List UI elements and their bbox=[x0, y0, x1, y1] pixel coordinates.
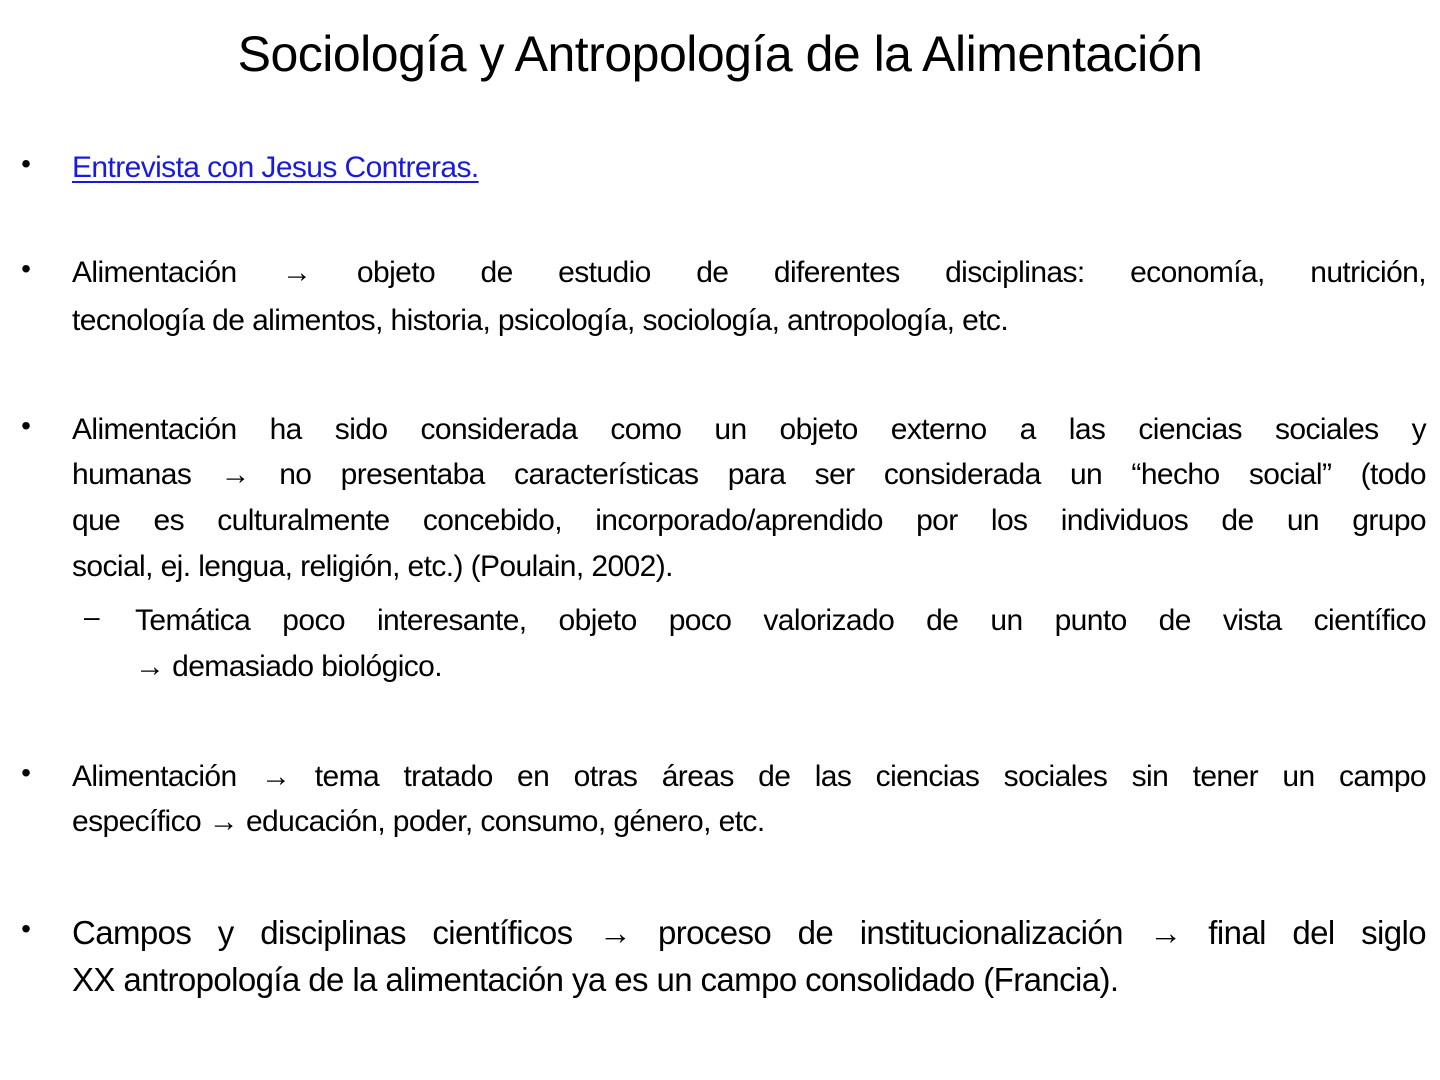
list-item-line: tecnología de alimentos, historia, psicología, sociología, antropología, etc. bbox=[72, 304, 1009, 337]
list-item-line: Alimentación → objeto de estudio de diferentes disciplinas: economía, nutrición, bbox=[72, 256, 1426, 289]
bullet-icon: • bbox=[21, 148, 31, 179]
list-item bbox=[72, 148, 1426, 188]
sub-list-item-line: Temática poco interesante, objeto poco valorizado de un punto de vista científico bbox=[135, 604, 1426, 637]
slide-title: Sociología y Antropología de la Alimentación bbox=[237, 26, 1203, 82]
list-item-line: XX antropología de la alimentación ya es un campo consolidado (Francia). bbox=[72, 961, 1119, 998]
dash-icon: – bbox=[84, 601, 100, 632]
list-item-line: Alimentación → tema tratado en otras áreas de las ciencias sociales sin tener un campo bbox=[72, 760, 1426, 793]
list-item-line: específico → educación, poder, consumo, género, etc. bbox=[72, 805, 765, 838]
list-item-line: Campos y disciplinas científicos → proceso de institucionalización → final del siglo bbox=[72, 914, 1426, 951]
sub-list-item-line: → demasiado biológico. bbox=[135, 650, 442, 683]
list-item-line: que es culturalmente concebido, incorporado/aprendido por los individuos de un grupo bbox=[72, 504, 1426, 537]
list-item-line: social, ej. lengua, religión, etc.) (Poulain, 2002). bbox=[72, 550, 673, 583]
list-item-line: Alimentación ha sido considerada como un objeto externo a las ciencias sociales y bbox=[72, 413, 1426, 446]
bullet-icon: • bbox=[21, 410, 31, 441]
bullet-icon: • bbox=[21, 757, 31, 788]
list-item-line: humanas → no presentaba características para ser considerada un “hecho social” (todo bbox=[72, 458, 1426, 491]
interview-link[interactable]: Entrevista con Jesus Contreras. bbox=[72, 151, 479, 184]
bullet-icon: • bbox=[21, 253, 31, 284]
bullet-icon: • bbox=[21, 913, 31, 944]
